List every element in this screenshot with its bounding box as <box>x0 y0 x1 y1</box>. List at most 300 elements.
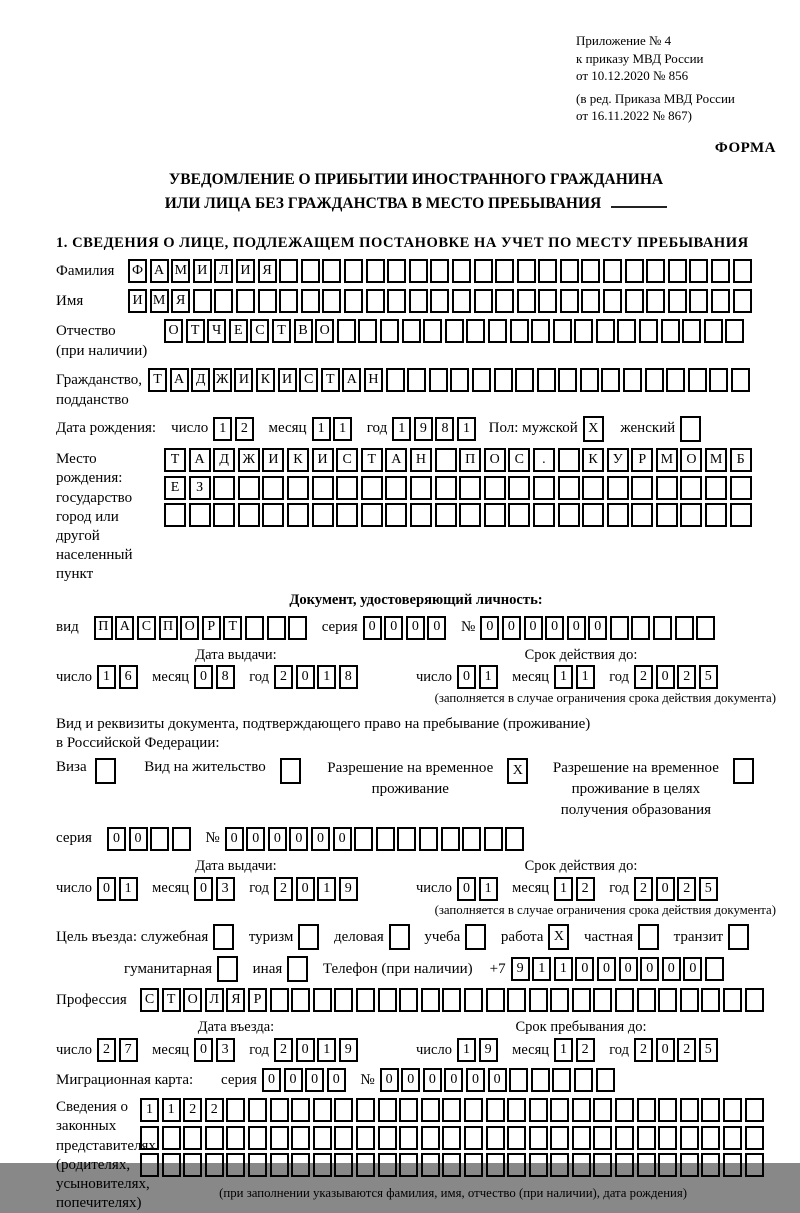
char-cell[interactable]: 1 <box>333 417 352 441</box>
char-cell[interactable]: 2 <box>274 1038 293 1062</box>
char-cell[interactable] <box>725 319 744 343</box>
char-cell[interactable] <box>572 1098 591 1122</box>
char-cell[interactable] <box>705 957 724 981</box>
char-cell[interactable]: С <box>140 988 159 1012</box>
char-cell[interactable]: 0 <box>289 827 308 851</box>
char-cell[interactable] <box>723 1098 742 1122</box>
char-cell[interactable] <box>701 1126 720 1150</box>
char-cell[interactable] <box>558 368 577 392</box>
char-cell[interactable] <box>730 503 752 527</box>
char-cell[interactable]: 0 <box>311 827 330 851</box>
char-cell[interactable]: 0 <box>524 616 543 640</box>
char-cell[interactable]: 6 <box>119 665 138 689</box>
char-cell[interactable]: С <box>508 448 530 472</box>
char-cell[interactable] <box>709 368 728 392</box>
char-cell[interactable] <box>262 503 284 527</box>
char-cell[interactable] <box>429 368 448 392</box>
char-cell[interactable]: 0 <box>423 1068 442 1092</box>
char-cell[interactable] <box>745 1153 764 1177</box>
char-cell[interactable] <box>558 476 580 500</box>
char-cell[interactable] <box>213 924 234 950</box>
char-cell[interactable]: 9 <box>414 417 433 441</box>
char-cell[interactable] <box>488 319 507 343</box>
char-cell[interactable] <box>430 289 449 313</box>
char-cell[interactable] <box>701 1098 720 1122</box>
char-cell[interactable]: 2 <box>634 1038 653 1062</box>
char-cell[interactable] <box>486 988 505 1012</box>
char-cell[interactable] <box>442 1098 461 1122</box>
char-cell[interactable] <box>270 1098 289 1122</box>
char-cell[interactable]: 0 <box>225 827 244 851</box>
char-cell[interactable]: Т <box>148 368 167 392</box>
char-cell[interactable] <box>423 319 442 343</box>
char-cell[interactable]: В <box>294 319 313 343</box>
char-cell[interactable]: О <box>315 319 334 343</box>
char-cell[interactable] <box>615 1098 634 1122</box>
char-cell[interactable] <box>442 988 461 1012</box>
char-cell[interactable]: 1 <box>392 417 411 441</box>
char-cell[interactable] <box>205 1126 224 1150</box>
char-cell[interactable] <box>441 827 460 851</box>
char-cell[interactable]: А <box>342 368 361 392</box>
char-cell[interactable] <box>356 1126 375 1150</box>
char-cell[interactable] <box>344 259 363 283</box>
char-cell[interactable] <box>601 368 620 392</box>
char-cell[interactable] <box>666 368 685 392</box>
char-cell[interactable] <box>658 1153 677 1177</box>
char-cell[interactable]: 5 <box>699 665 718 689</box>
char-cell[interactable]: 3 <box>216 1038 235 1062</box>
char-cell[interactable] <box>164 503 186 527</box>
char-cell[interactable]: 2 <box>677 877 696 901</box>
char-cell[interactable] <box>688 368 707 392</box>
char-cell[interactable] <box>705 476 727 500</box>
char-cell[interactable] <box>410 476 432 500</box>
char-cell[interactable]: 1 <box>479 665 498 689</box>
char-cell[interactable]: Т <box>272 319 291 343</box>
char-cell[interactable] <box>593 1126 612 1150</box>
char-cell[interactable]: П <box>94 616 113 640</box>
char-cell[interactable] <box>733 289 752 313</box>
char-cell[interactable]: 0 <box>444 1068 463 1092</box>
char-cell[interactable]: С <box>299 368 318 392</box>
char-cell[interactable] <box>637 988 656 1012</box>
char-cell[interactable]: 0 <box>656 877 675 901</box>
char-cell[interactable]: 1 <box>97 665 116 689</box>
char-cell[interactable] <box>462 827 481 851</box>
char-cell[interactable] <box>733 758 754 784</box>
char-cell[interactable] <box>464 1126 483 1150</box>
char-cell[interactable]: М <box>705 448 727 472</box>
char-cell[interactable]: 1 <box>140 1098 159 1122</box>
char-cell[interactable] <box>334 1098 353 1122</box>
char-cell[interactable] <box>387 289 406 313</box>
char-cell[interactable]: И <box>193 259 212 283</box>
char-cell[interactable]: Л <box>214 259 233 283</box>
char-cell[interactable]: 0 <box>268 827 287 851</box>
char-cell[interactable]: 0 <box>480 616 499 640</box>
char-cell[interactable] <box>550 1153 569 1177</box>
char-cell[interactable]: Ф <box>128 259 147 283</box>
char-cell[interactable]: 0 <box>457 665 476 689</box>
char-cell[interactable] <box>301 259 320 283</box>
char-cell[interactable]: 0 <box>363 616 382 640</box>
char-cell[interactable] <box>658 1126 677 1150</box>
char-cell[interactable] <box>508 503 530 527</box>
char-cell[interactable]: 0 <box>97 877 116 901</box>
char-cell[interactable]: 0 <box>401 1068 420 1092</box>
char-cell[interactable] <box>472 368 491 392</box>
char-cell[interactable] <box>631 503 653 527</box>
char-cell[interactable] <box>358 319 377 343</box>
char-cell[interactable] <box>334 1126 353 1150</box>
char-cell[interactable] <box>537 368 556 392</box>
char-cell[interactable] <box>517 259 536 283</box>
char-cell[interactable] <box>442 1126 461 1150</box>
char-cell[interactable] <box>399 1098 418 1122</box>
char-cell[interactable] <box>291 988 310 1012</box>
char-cell[interactable] <box>580 368 599 392</box>
char-cell[interactable] <box>631 616 650 640</box>
char-cell[interactable]: 8 <box>339 665 358 689</box>
char-cell[interactable] <box>183 1126 202 1150</box>
char-cell[interactable] <box>637 1153 656 1177</box>
char-cell[interactable] <box>680 1098 699 1122</box>
char-cell[interactable] <box>380 319 399 343</box>
char-cell[interactable] <box>658 988 677 1012</box>
char-cell[interactable] <box>581 289 600 313</box>
char-cell[interactable] <box>140 1153 159 1177</box>
char-cell[interactable]: И <box>312 448 334 472</box>
char-cell[interactable]: А <box>150 259 169 283</box>
char-cell[interactable] <box>385 503 407 527</box>
char-cell[interactable] <box>387 259 406 283</box>
char-cell[interactable] <box>442 1153 461 1177</box>
char-cell[interactable]: 9 <box>479 1038 498 1062</box>
char-cell[interactable] <box>356 1153 375 1177</box>
char-cell[interactable]: 0 <box>296 665 315 689</box>
char-cell[interactable] <box>680 416 701 442</box>
char-cell[interactable] <box>409 289 428 313</box>
char-cell[interactable] <box>638 924 659 950</box>
char-cell[interactable] <box>334 1153 353 1177</box>
char-cell[interactable] <box>507 1153 526 1177</box>
char-cell[interactable]: З <box>189 476 211 500</box>
char-cell[interactable] <box>531 1068 550 1092</box>
char-cell[interactable]: 0 <box>406 616 425 640</box>
char-cell[interactable] <box>646 289 665 313</box>
char-cell[interactable]: И <box>236 259 255 283</box>
char-cell[interactable] <box>291 1098 310 1122</box>
char-cell[interactable] <box>689 289 708 313</box>
char-cell[interactable] <box>435 476 457 500</box>
char-cell[interactable] <box>430 259 449 283</box>
char-cell[interactable] <box>705 503 727 527</box>
char-cell[interactable]: 2 <box>634 877 653 901</box>
char-cell[interactable] <box>617 319 636 343</box>
char-cell[interactable] <box>258 289 277 313</box>
char-cell[interactable] <box>189 503 211 527</box>
char-cell[interactable] <box>553 319 572 343</box>
char-cell[interactable] <box>615 1153 634 1177</box>
char-cell[interactable]: 0 <box>619 957 638 981</box>
char-cell[interactable] <box>162 1153 181 1177</box>
char-cell[interactable] <box>529 988 548 1012</box>
char-cell[interactable] <box>301 289 320 313</box>
char-cell[interactable] <box>607 503 629 527</box>
char-cell[interactable] <box>459 476 481 500</box>
char-cell[interactable]: 2 <box>97 1038 116 1062</box>
char-cell[interactable]: М <box>150 289 169 313</box>
char-cell[interactable]: 2 <box>576 877 595 901</box>
char-cell[interactable]: 9 <box>511 957 530 981</box>
char-cell[interactable]: И <box>262 448 284 472</box>
char-cell[interactable] <box>507 1098 526 1122</box>
char-cell[interactable] <box>435 503 457 527</box>
char-cell[interactable] <box>450 368 469 392</box>
char-cell[interactable] <box>465 924 486 950</box>
char-cell[interactable]: 9 <box>339 877 358 901</box>
char-cell[interactable] <box>386 368 405 392</box>
char-cell[interactable] <box>529 1126 548 1150</box>
char-cell[interactable]: 0 <box>427 616 446 640</box>
char-cell[interactable] <box>313 1153 332 1177</box>
char-cell[interactable] <box>213 503 235 527</box>
char-cell[interactable] <box>334 988 353 1012</box>
char-cell[interactable]: 0 <box>327 1068 346 1092</box>
char-cell[interactable] <box>574 319 593 343</box>
char-cell[interactable] <box>510 319 529 343</box>
char-cell[interactable] <box>531 319 550 343</box>
char-cell[interactable] <box>409 259 428 283</box>
char-cell[interactable] <box>459 503 481 527</box>
char-cell[interactable] <box>653 616 672 640</box>
char-cell[interactable] <box>593 1153 612 1177</box>
char-cell[interactable]: И <box>128 289 147 313</box>
char-cell[interactable] <box>593 1098 612 1122</box>
char-cell[interactable]: 1 <box>312 417 331 441</box>
char-cell[interactable] <box>558 503 580 527</box>
char-cell[interactable]: X <box>583 416 604 442</box>
char-cell[interactable] <box>552 1068 571 1092</box>
char-cell[interactable] <box>515 368 534 392</box>
char-cell[interactable] <box>486 1098 505 1122</box>
char-cell[interactable]: X <box>507 758 528 784</box>
char-cell[interactable]: 0 <box>380 1068 399 1092</box>
char-cell[interactable]: 0 <box>384 616 403 640</box>
char-cell[interactable]: 0 <box>656 665 675 689</box>
char-cell[interactable] <box>245 616 264 640</box>
char-cell[interactable] <box>637 1126 656 1150</box>
char-cell[interactable] <box>248 1153 267 1177</box>
char-cell[interactable] <box>344 289 363 313</box>
char-cell[interactable]: 1 <box>554 665 573 689</box>
char-cell[interactable]: И <box>278 368 297 392</box>
char-cell[interactable]: 0 <box>284 1068 303 1092</box>
char-cell[interactable] <box>656 476 678 500</box>
char-cell[interactable] <box>680 503 702 527</box>
char-cell[interactable] <box>291 1153 310 1177</box>
char-cell[interactable] <box>723 1153 742 1177</box>
char-cell[interactable] <box>495 259 514 283</box>
char-cell[interactable] <box>402 319 421 343</box>
char-cell[interactable] <box>378 1126 397 1150</box>
char-cell[interactable] <box>550 988 569 1012</box>
char-cell[interactable]: 0 <box>194 1038 213 1062</box>
char-cell[interactable] <box>452 289 471 313</box>
char-cell[interactable]: С <box>137 616 156 640</box>
char-cell[interactable]: 0 <box>488 1068 507 1092</box>
char-cell[interactable] <box>623 368 642 392</box>
char-cell[interactable] <box>610 616 629 640</box>
char-cell[interactable] <box>95 758 116 784</box>
char-cell[interactable]: И <box>234 368 253 392</box>
char-cell[interactable] <box>214 289 233 313</box>
char-cell[interactable]: 9 <box>339 1038 358 1062</box>
char-cell[interactable]: П <box>159 616 178 640</box>
char-cell[interactable] <box>631 476 653 500</box>
char-cell[interactable] <box>668 259 687 283</box>
char-cell[interactable] <box>421 1153 440 1177</box>
char-cell[interactable] <box>507 988 526 1012</box>
char-cell[interactable] <box>529 1098 548 1122</box>
char-cell[interactable]: О <box>680 448 702 472</box>
char-cell[interactable]: А <box>189 448 211 472</box>
char-cell[interactable] <box>558 448 580 472</box>
char-cell[interactable]: П <box>459 448 481 472</box>
char-cell[interactable]: Н <box>364 368 383 392</box>
char-cell[interactable] <box>582 503 604 527</box>
char-cell[interactable] <box>484 476 506 500</box>
char-cell[interactable]: 0 <box>545 616 564 640</box>
char-cell[interactable]: 0 <box>305 1068 324 1092</box>
char-cell[interactable] <box>711 259 730 283</box>
char-cell[interactable] <box>607 476 629 500</box>
char-cell[interactable]: 1 <box>479 877 498 901</box>
char-cell[interactable]: Д <box>191 368 210 392</box>
char-cell[interactable] <box>704 319 723 343</box>
char-cell[interactable]: 0 <box>567 616 586 640</box>
char-cell[interactable] <box>399 988 418 1012</box>
char-cell[interactable] <box>366 259 385 283</box>
char-cell[interactable]: 0 <box>656 1038 675 1062</box>
char-cell[interactable] <box>680 476 702 500</box>
char-cell[interactable]: Я <box>171 289 190 313</box>
char-cell[interactable] <box>226 1126 245 1150</box>
char-cell[interactable]: Л <box>205 988 224 1012</box>
char-cell[interactable]: 1 <box>317 1038 336 1062</box>
char-cell[interactable]: Ч <box>207 319 226 343</box>
char-cell[interactable]: 2 <box>205 1098 224 1122</box>
char-cell[interactable]: 1 <box>317 665 336 689</box>
char-cell[interactable]: X <box>548 924 569 950</box>
char-cell[interactable] <box>495 289 514 313</box>
char-cell[interactable] <box>236 289 255 313</box>
char-cell[interactable] <box>399 1153 418 1177</box>
char-cell[interactable] <box>336 503 358 527</box>
char-cell[interactable]: 0 <box>194 877 213 901</box>
char-cell[interactable] <box>645 368 664 392</box>
char-cell[interactable]: 2 <box>677 665 696 689</box>
char-cell[interactable] <box>183 1153 202 1177</box>
char-cell[interactable] <box>538 259 557 283</box>
char-cell[interactable]: Ж <box>238 448 260 472</box>
char-cell[interactable]: 1 <box>119 877 138 901</box>
char-cell[interactable] <box>474 259 493 283</box>
char-cell[interactable] <box>680 1153 699 1177</box>
char-cell[interactable] <box>596 319 615 343</box>
char-cell[interactable]: 0 <box>262 1068 281 1092</box>
char-cell[interactable]: Р <box>202 616 221 640</box>
char-cell[interactable] <box>376 827 395 851</box>
char-cell[interactable] <box>474 289 493 313</box>
char-cell[interactable] <box>508 476 530 500</box>
char-cell[interactable] <box>378 988 397 1012</box>
char-cell[interactable] <box>407 368 426 392</box>
char-cell[interactable] <box>217 956 238 982</box>
char-cell[interactable]: 0 <box>107 827 126 851</box>
char-cell[interactable]: Н <box>410 448 432 472</box>
char-cell[interactable] <box>625 259 644 283</box>
char-cell[interactable] <box>356 1098 375 1122</box>
char-cell[interactable] <box>248 1126 267 1150</box>
char-cell[interactable]: . <box>533 448 555 472</box>
char-cell[interactable] <box>280 758 301 784</box>
char-cell[interactable] <box>711 289 730 313</box>
char-cell[interactable]: 0 <box>246 827 265 851</box>
char-cell[interactable] <box>162 1126 181 1150</box>
char-cell[interactable] <box>361 476 383 500</box>
char-cell[interactable] <box>279 289 298 313</box>
char-cell[interactable] <box>279 259 298 283</box>
char-cell[interactable]: А <box>170 368 189 392</box>
char-cell[interactable]: О <box>484 448 506 472</box>
char-cell[interactable] <box>745 988 764 1012</box>
char-cell[interactable] <box>615 988 634 1012</box>
char-cell[interactable]: 1 <box>162 1098 181 1122</box>
char-cell[interactable] <box>533 476 555 500</box>
char-cell[interactable] <box>464 988 483 1012</box>
char-cell[interactable] <box>625 289 644 313</box>
char-cell[interactable] <box>658 1098 677 1122</box>
char-cell[interactable] <box>287 503 309 527</box>
char-cell[interactable] <box>723 1126 742 1150</box>
char-cell[interactable]: 0 <box>588 616 607 640</box>
char-cell[interactable]: 2 <box>235 417 254 441</box>
char-cell[interactable] <box>574 1068 593 1092</box>
char-cell[interactable]: К <box>582 448 604 472</box>
char-cell[interactable] <box>287 956 308 982</box>
char-cell[interactable] <box>733 259 752 283</box>
char-cell[interactable] <box>356 988 375 1012</box>
char-cell[interactable] <box>226 1098 245 1122</box>
char-cell[interactable]: 1 <box>213 417 232 441</box>
char-cell[interactable] <box>560 259 579 283</box>
char-cell[interactable] <box>572 1126 591 1150</box>
char-cell[interactable]: 7 <box>119 1038 138 1062</box>
char-cell[interactable]: 1 <box>576 665 595 689</box>
char-cell[interactable] <box>172 827 191 851</box>
char-cell[interactable] <box>486 1153 505 1177</box>
char-cell[interactable]: 0 <box>640 957 659 981</box>
char-cell[interactable] <box>593 988 612 1012</box>
char-cell[interactable] <box>581 259 600 283</box>
char-cell[interactable] <box>248 1098 267 1122</box>
char-cell[interactable] <box>701 988 720 1012</box>
char-cell[interactable]: Б <box>730 448 752 472</box>
char-cell[interactable] <box>550 1098 569 1122</box>
char-cell[interactable]: 1 <box>317 877 336 901</box>
